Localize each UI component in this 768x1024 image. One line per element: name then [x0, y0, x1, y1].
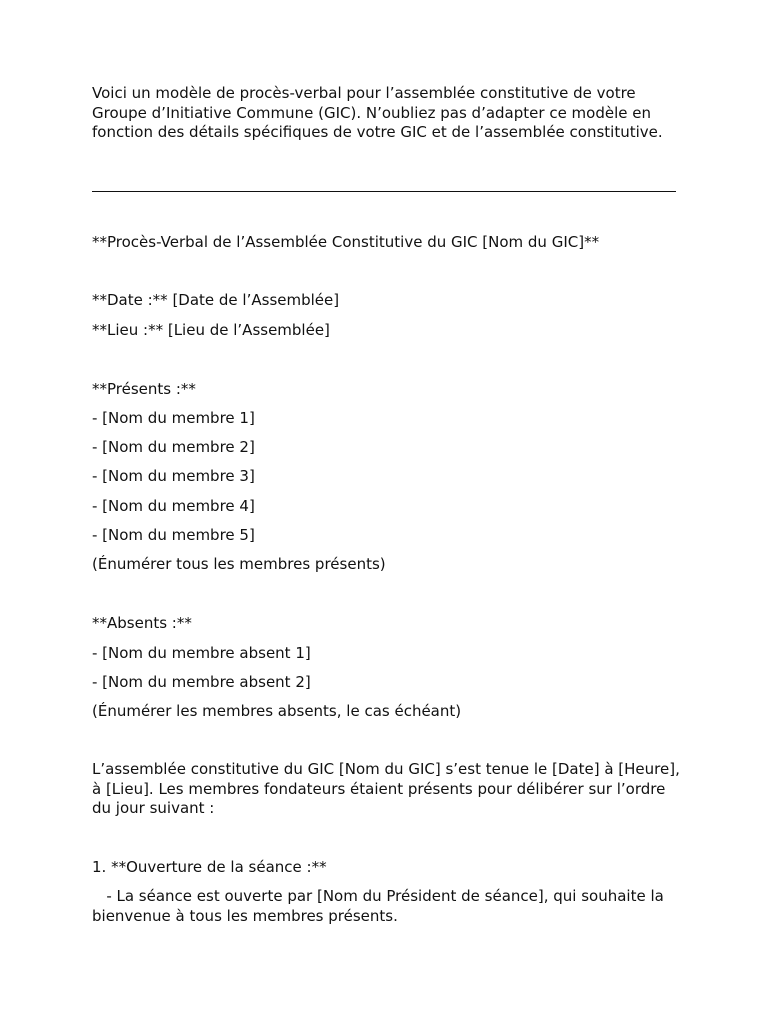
- presents-heading: **Présents :**: [92, 380, 196, 398]
- present-member-2: - [Nom du membre 2]: [92, 438, 255, 456]
- assembly-paragraph: L’assemblée constitutive du GIC [Nom du GIC] s’est tenue le [Date] à [Heure], à [Lieu]. Les membres fondateurs étaient présents pour délibérer sur l’ordre du jour suivant :: [92, 760, 680, 817]
- intro-paragraph: Voici un modèle de procès-verbal pour l’assemblée constitutive de votre Groupe d’Initiative Commune (GIC). N’oubliez pas d’adapter ce modèle en fonction des détails spécifiques de votre GIC et de l’assemblée constitutive.: [92, 84, 663, 141]
- absents-note: (Énumérer les membres absents, le cas échéant): [92, 702, 462, 720]
- present-member-5: - [Nom du membre 5]: [92, 526, 255, 544]
- presents-note: (Énumérer tous les membres présents): [92, 555, 386, 573]
- present-member-1: - [Nom du membre 1]: [92, 409, 255, 427]
- date-line: **Date :** [Date de l’Assemblée]: [92, 291, 340, 309]
- document-title: **Procès-Verbal de l’Assemblée Constitutive du GIC [Nom du GIC]**: [92, 233, 600, 251]
- agenda-item-1-heading: 1. **Ouverture de la séance :**: [92, 858, 327, 876]
- agenda-item-1-text: - La séance est ouverte par [Nom du Président de séance], qui souhaite la bienvenue à tous les membres présents.: [92, 887, 669, 925]
- absents-heading: **Absents :**: [92, 614, 192, 632]
- horizontal-divider: [92, 191, 676, 192]
- lieu-line: **Lieu :** [Lieu de l’Assemblée]: [92, 321, 330, 339]
- present-member-3: - [Nom du membre 3]: [92, 467, 255, 485]
- absent-member-2: - [Nom du membre absent 2]: [92, 673, 311, 691]
- absent-member-1: - [Nom du membre absent 1]: [92, 644, 311, 662]
- present-member-4: - [Nom du membre 4]: [92, 497, 255, 515]
